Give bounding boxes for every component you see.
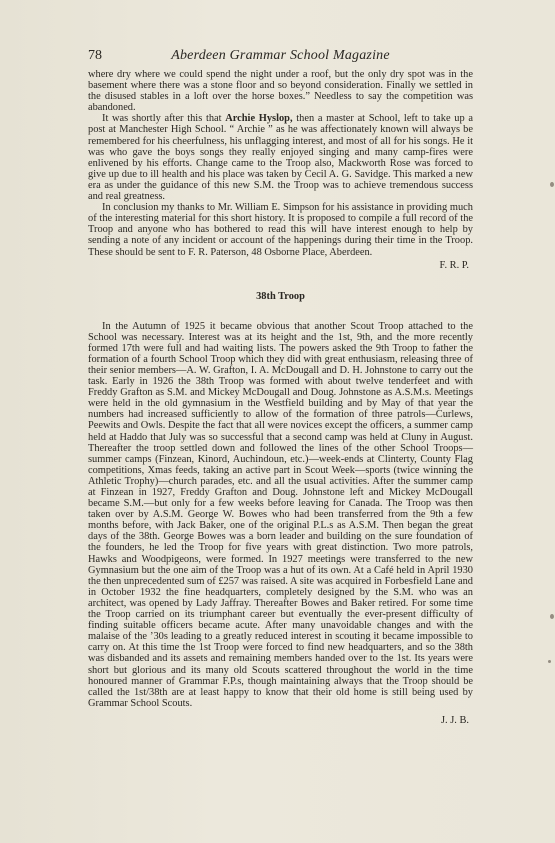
section-paragraph-1: In the Autumn of 1925 it became obvious that another Scout Troop attached to the School was necessary. Interest was at its height and the 1st, 9th, and the more recently formed 17th were full and had waiting lists. The powers asked the 9th Troop to father the formation of a fourth School Troop which they did with great enthusiasm, releasing three of their senior members—A. W. Grafton, I. A. McDougall and D. H. Johnstone to carry out the task. Early in 1926 the 38th Troop was formed with about twelve tenderfeet and with Freddy Grafton as S.M. and Mickey McDougall and Doug. Johnstone as A.S.M.s. Meetings were held in the old gymnasium in the Westfield building and by May of that year the numbers had increased sufficiently to allow of the formation of three patrols—Curlews, Peewits and Owls. Despite the fact that all were novices except the officers, a summer camp held at Haddo that July was so successful that a second camp was held at Cluny in August. Thereafter the troop settled down and followed the lines of the other School Troops—summer camps (Finzean, Kinord, Auchindoun, etc.)—week-ends at Clinterty, County Flag competitions, Xmas feeds, taking an active part in Scout Week—sports (twice winning the Athletic Trophy)—church parades, etc. and all the usual activities. After the summer camp at Finzean in 1927, Freddy Grafton and Doug. Johnstone left and Mickey McDougall became S.M.—but only for a few weeks before leaving for Canada. The Troop was then taken over by A.S.M. George W. Bowes who had been transferred from the 9th a few months before, with Jack Baker, one of the original P.L.s as A.S.M. Then began the great days of the 38th. George Bowes was a born leader and building on the sure foundation of the founders, he led the Troop for five years with great distinction. Two more patrols, Hawks and Woodpigeons, were formed. In 1927 meetings were transferred to the new Gymnasium but the one aim of the Troop was a hut of its own. At a Café held in April 1930 the then unprecedented sum of £257 was raised. A site was acquired in Forbesfield Lane and in October 1932 the fine headquarters, completely designed by the S.M. who was an architect, was opened by Lady Jaffray. Thereafter Bowes and Baker retired. For some time the Troop carried on its triumphant career but eventually the ever-present difficulty of finding suitable officers became acute. After many unavoidable changes and with the malaise of the ’30s leading to a greatly reduced interest in scouting it became impossible to carry on. At this time the 1st Troop were forced to find new headquarters, and so the 38th was disbanded and its assets and remaining members handed over to the 1st. Its years were short but glorious and its many old Scouts scattered throughout the world in the time honoured manner of Grammar F.P.s, though maintaining always that the Troop should be called the 1st/38th are at least happy to know that their old home is still being used by Grammar School Scouts. xyxy=(88,320,473,709)
margin-mark xyxy=(548,660,551,663)
paragraph-text: It was shortly after this that xyxy=(102,113,226,125)
section-heading: 38th Troop xyxy=(256,290,305,302)
margin-mark xyxy=(550,614,554,619)
continuation-paragraph-2 xyxy=(88,113,473,202)
paragraph-text: then a master at School, left to take up a post at Manchester High School. “ Archie ” as he was affectionately known will always be remembered for his cheerfulness, his unflagging interest, and most of all for his songs. He it was who gave the boys songs they really enjoyed singing and many camp-fires were enlivened by his efforts. Change came to the Troop also, Mackworth Rose was forced to give up due to ill health and his place was taken by Cecil A. G. Savidge. This marked a new era as under the guidance of this new S.M. the Troop was to achieve tremendous success and real greatness. xyxy=(88,113,473,203)
bold-name-archie-hyslop: Archie Hyslop, xyxy=(225,113,293,125)
continuation-paragraph-3: In conclusion my thanks to Mr. William E. Simpson for his assistance in providing much of the interesting material for this short history. It is proposed to compile a full record of the Troop and anyone who has bothered to read this will have interest enough to help by sending a note of any incident or account of the happenings during their time in the Troop. These should be sent to F. R. Paterson, 48 Osborne Place, Aberdeen. xyxy=(88,202,473,258)
running-title: Aberdeen Grammar School Magazine xyxy=(171,48,390,63)
author-signature-jjb: J. J. B. xyxy=(440,714,469,726)
page-body xyxy=(88,69,473,727)
margin-mark xyxy=(550,182,554,187)
author-signature-frp: F. R. P. xyxy=(439,259,469,271)
page-header xyxy=(88,44,473,66)
continuation-paragraph-1: where dry where we could spend the night under a roof, but the only dry spot was in the basement where there was a stone floor and so beyond consideration. Finally we settled in the disused stables in a loft over the horse boxes.” Needless to say the competition was abandoned. xyxy=(88,69,473,114)
page-number: 78 xyxy=(88,48,102,63)
